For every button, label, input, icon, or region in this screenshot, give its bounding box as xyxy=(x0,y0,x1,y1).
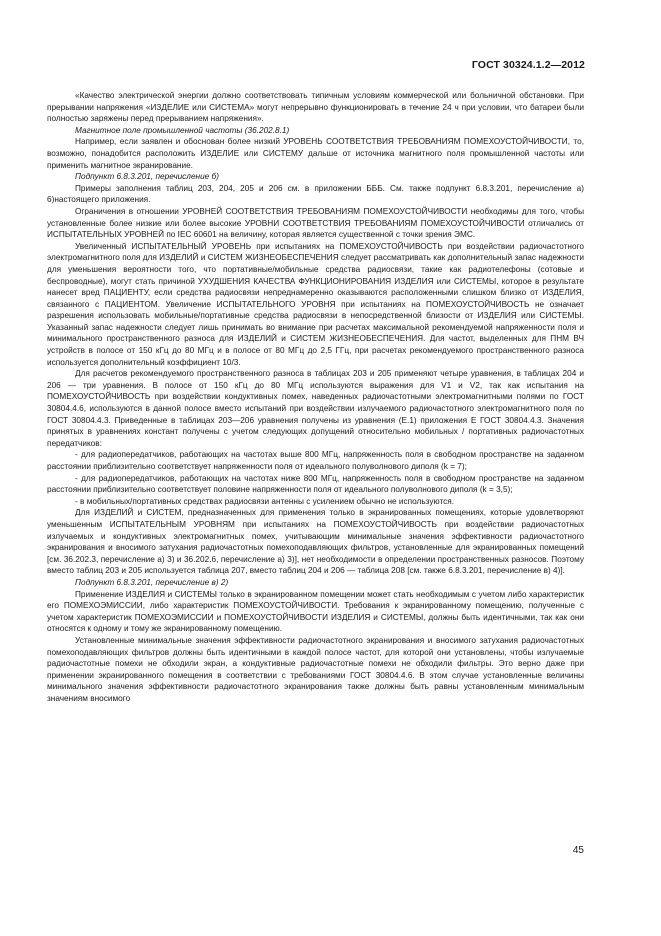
document-body xyxy=(47,90,584,704)
paragraph: Для расчетов рекомендуемого пространственного разноса в таблицах 203 и 205 применяют четыре уравнения, в таблицах 204 и 206 — три уравнения. В полосе от 150 кГц до 80 МГц используются выражения для V1 и V2, так как испытания на ПОМЕХОУСТОЙЧИВОСТЬ при воздействии кондуктивных помех, наведенных радиочастотными электромагнитными полями по ГОСТ 30804.4.6, используются в данной полосе вместо испытаний при воздействии излучаемого радиочастотного электромагнитного поля по ГОСТ 30804.4.3. Приведенные в таблицах 203—206 уравнения получены из уравнения (Е.1) приложения Е ГОСТ 30804.4.3. Значения принятых в уравнениях констант получены с учетом следующих допущений относительно мобильных / портативных радиочастотных передатчиков: xyxy=(47,369,584,448)
section-reference: Подпункт 6.8.3.201, перечисление в) 2) xyxy=(75,577,229,587)
paragraph: Увеличенный ИСПЫТАТЕЛЬНЫЙ УРОВЕНЬ при испытаниях на ПОМЕХОУСТОЙЧИВОСТЬ при воздействии радиочастотного электромагнитного поля для ИЗДЕЛИЙ и СИСТЕМ ЖИЗНЕОБЕСПЕЧЕНИЯ следует рассматривать как дополнительный запас надежности для уменьшения вероятности того, что портативные/мобильные средства радиосвязи, такие как радиотелефоны (сотовые и беспроводные), могут стать причиной УХУДШЕНИЯ КАЧЕСТВА ФУНКЦИОНИРОВАНИЯ ИЗДЕЛИЯ или СИСТЕМЫ, которое в результате нанесет вред ПАЦИЕНТУ, если средства радиосвязи непреднамеренно оказываются расположенными слишком близко от ИЗДЕЛИЯ, связанного с ПАЦИЕНТОМ. Увеличение ИСПЫТАТЕЛЬНОГО УРОВНЯ при испытаниях на ПОМЕХОУСТОЙЧИВОСТЬ не означает разрешения использовать мобильные/портативные средства радиосвязи в непосредственной близости от ИЗДЕЛИЯ или СИСТЕМЫ. Указанный запас надежности следует лишь принимать во внимание при расчетах максимальной рекомендуемой напряженности поля и минимального пространственного разноса для ИЗДЕЛИЙ и СИСТЕМ ЖИЗНЕОБЕСПЕЧЕНИЯ. Для частот, выделенных для ПНМ ВЧ устройств в полосе от 150 кГц до 80 МГц и в полосе от 80 МГц до 2,5 ГГц, при расчетах рекомендуемого пространственного разноса используется дополнительный коэффициент 10/3. xyxy=(47,241,584,367)
list-item: - для радиопередатчиков, работающих на частотах ниже 800 МГц, напряженность поля в свободном пространстве на заданном расстоянии приблизительно соответствует половине напряженности поля от идеального полуволнового диполя (k = 3,5); xyxy=(47,473,584,495)
section-reference: Подпункт 6.8.3.201, перечисление б) xyxy=(75,172,219,182)
document-code-header: ГОСТ 30324.1.2—2012 xyxy=(471,59,585,71)
paragraph: Например, если заявлен и обоснован более низкий УРОВЕНЬ СООТВЕТСТВИЯ ТРЕБОВАНИЯМ ПОМЕХОУСТОЙЧИВОСТИ, то, возможно, понадобится расположить ИЗДЕЛИЕ или СИСТЕМУ дальше от источника магнитного поля промышленной частоты или применить магнитное экранирование. xyxy=(47,137,584,170)
paragraph: Применение ИЗДЕЛИЯ и СИСТЕМЫ только в экранированном помещении может стать необходимым с учетом либо характеристик его ПОМЕХОЭМИССИИ, либо характеристик ПОМЕХОУСТОЙЧИВОСТИ. Требования к экранированному помещению, полученные с учетом характеристик ПОМЕХОЭМИССИИ и ПОМЕХОУСТОЙЧИВОСТИ ИЗДЕЛИЯ и СИСТЕМЫ, должны быть идентичными, так как они относятся к одному и тому же экранированному помещению. xyxy=(47,589,584,634)
paragraph: Установленные минимальные значения эффективности радиочастотного экранирования и вносимого затухания радиочастотных помехоподавляющих фильтров должны быть идентичными в каждой полосе частот, для которой они установлены, чтобы излучаемые радиочастотные помехи не обходили экран, а кондуктивные радиочастотные помехи не обходили фильтры. Это верно даже при применении экранированного помещения в соответствии с требованиями ГОСТ 30804.4.6. В этом случае установленные величины минимального значения эффективности радиочастотного экранирования также должны быть равны установленным минимальным значениям вносимого xyxy=(47,635,584,703)
paragraph: Примеры заполнения таблиц 203, 204, 205 и 206 см. в приложении БББ. См. также подпункт 6.8.3.201, перечисление а) 6)настоящего приложения. xyxy=(47,183,584,205)
paragraph: Ограничения в отношении УРОВНЕЙ СООТВЕТСТВИЯ ТРЕБОВАНИЯМ ПОМЕХОУСТОЙЧИВОСТИ необходимы для того, чтобы установленные более низкие или более высокие УРОВНИ СООТВЕТСТВИЯ ТРЕБОВАНИЯМ ПОМЕХОУСТОЙЧИВОСТИ отличались от ИСПЫТАТЕЛЬНЫХ УРОВНЕЙ по IEC 60601 на величину, которая является существенной с точки зрения ЭМС. xyxy=(47,206,584,240)
paragraph: Для ИЗДЕЛИЙ и СИСТЕМ, предназначенных для применения только в экранированных помещениях, которые удовлетворяют уменьшенным ИСПЫТАТЕЛЬНЫМ УРОВНЯМ при испытаниях на ПОМЕХОУСТОЙЧИВОСТЬ при воздействии радиочастотных излучаемых и кондуктивных электромагнитных помех, учитывающим минимальные значения эффективности радиочастотного экранирования и вносимого затухания радиочастотных помехоподавляющих фильтров, установленные для экранированных помещений [см. 36.202.3, перечисление а) 3) и 36.202.6, перечисление а) 3)], нет необходимости в определении пространственных разносов. Поэтому вместо таблиц 203 и 205 используется таблица 207, вместо таблиц 204 и 206 — таблица 208 [см. также 6.8.3.201, перечисление в) 4)]. xyxy=(47,508,584,576)
page-number: 45 xyxy=(572,845,584,856)
list-item: - в мобильных/портативных средствах радиосвязи антенны с усилением обычно не используются. xyxy=(75,496,455,506)
paragraph: «Качество электрической энергии должно соответствовать типичным условиям коммерческой или больничной обстановки. При прерывании напряжения «ИЗДЕЛИЕ или СИСТЕМА» могут непрерывно функционировать в течение 24 ч при условии, что батареи были полностью заряжены перед прерыванием напряжения». xyxy=(47,91,584,124)
list-item: - для радиопередатчиков, работающих на частотах выше 800 МГц, напряженность поля в свободном пространстве на заданном расстоянии приблизительно соответствует напряженности поля от идеального полуволнового диполя (k = 7); xyxy=(47,450,584,471)
section-reference: Магнитное поле промышленной частоты (36.202.8.1) xyxy=(75,125,290,135)
